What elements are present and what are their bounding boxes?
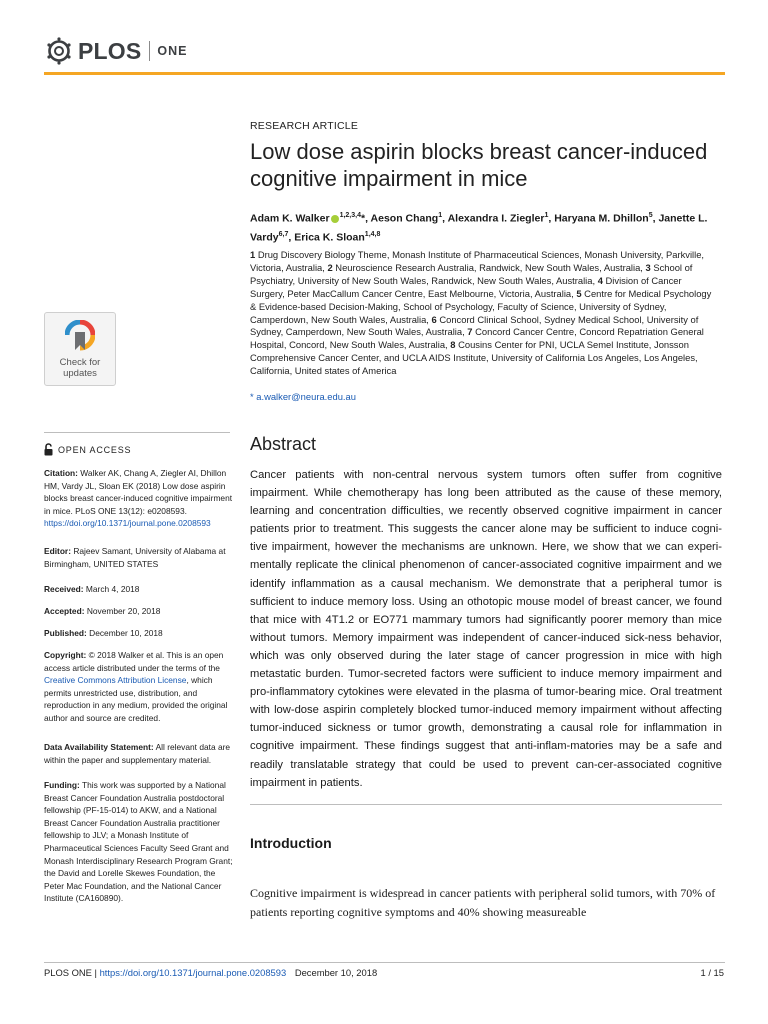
- copyright-label: Copyright:: [44, 650, 87, 660]
- published-label: Published:: [44, 628, 87, 638]
- abstract-body: Cancer patients with non-central nervous system tumors often suffer from cognitive impairment. While chemotherapy has long been attributed as the cause of these memory, learning and concentration difficulties, we recently observed cognitive impairment in cancer patients prior to treatment. This suggests the cancer alone may be sufficient to induce cogni-tive impairment, however the mechanisms are unknown. Here, we show that we can experi-mentally replicate the clinical phenomenon of cancer-associated cognitive impairment and we identify inflammation as a causal mechanism. We demonstrate that a peripheral tumor is sufficient to induce memory loss. Using an othotopic mouse model of breast cancer, we found that mice with 4T1.2 or EO771 mammary tumors had significantly poorer memory than mice without tumors. Memory impairment was independent of cancer-induced sick-ness behavior, which was only observed during the later stage of cancer progression in mice with high metastatic burden. Tumor-secreted factors were sufficient to induce memory impairment and pro-inflammatory cytokines were elevated in the plasma of tumor-bearing mice. Oral treatment with low-dose aspirin completely blocked tumor-induced memory impairment without affecting tumor-induced sickness or tumor growth, demonstrating a causal role for inflammation in cognitive impairment. These findings suggest that anti-inflam-matories may be a safe and readily translatable strategy that could be used to prevent can-cer-associated cognitive impairment in patients.: [250, 469, 722, 789]
- page-footer: [44, 967, 725, 978]
- accepted-label: Accepted:: [44, 606, 85, 616]
- data-availability-text: All relevant data are within the paper and supplementary material.: [44, 742, 231, 765]
- orcid-icon[interactable]: [331, 215, 339, 223]
- author-affiliation-sup: 1,4,8: [364, 231, 381, 238]
- author-name[interactable]: Erica K. Sloan: [294, 231, 365, 244]
- editor-text: Rajeev Samant, University of Alabama at Birmingham, UNITED STATES: [44, 546, 226, 569]
- introduction-body: Cognitive impairment is widespread in cancer patients with peripheral solid tumors, with 70% of patients reporting cognitive symptoms and 40% showing measureable: [250, 886, 716, 919]
- received-date: March 4, 2018: [85, 584, 140, 594]
- affiliation-number: 4: [597, 274, 603, 286]
- corresponding-asterisk: *: [360, 212, 366, 225]
- footer-journal: PLOS ONE |: [44, 967, 97, 978]
- footer-doi-link[interactable]: https://doi.org/10.1371/journal.pone.0208593: [99, 967, 287, 978]
- footer-rule: [44, 962, 725, 963]
- received-block: [44, 583, 234, 596]
- affiliation-number: 1: [250, 249, 256, 260]
- journal-brand: PLOS: [78, 37, 142, 64]
- author-affiliation-sup: 1,2,3,4: [339, 212, 361, 219]
- author-affiliation-sup: 1: [438, 212, 443, 219]
- citation-label: Citation:: [44, 468, 78, 478]
- editor-label: Editor:: [44, 546, 71, 556]
- check-for-updates-button[interactable]: [44, 312, 116, 386]
- bookmark-ribbon-icon: [65, 320, 95, 354]
- affiliation-text: Division of Cancer Surgery, Peter MacCallum Cancer Centre, East Melbourne, Victoria, Australia,: [250, 274, 682, 299]
- affiliation-number: 6: [431, 313, 437, 325]
- introduction-heading: Introduction: [250, 835, 332, 851]
- author-name[interactable]: Adam K. Walker: [250, 212, 330, 225]
- published-block: [44, 627, 234, 640]
- plos-logo-icon: [44, 36, 74, 66]
- received-label: Received:: [44, 584, 84, 594]
- article-title: Low dose aspirin blocks breast cancer-induced cognitive impairment in mice: [250, 139, 708, 191]
- author-affiliation-sup: 5: [648, 212, 653, 219]
- affiliation-text: Concord Clinical School, Sydney Medical School, University of Sydney, Camperdown, New South Wales, Australia,: [250, 313, 699, 338]
- data-availability-block: [44, 741, 234, 766]
- editor-block: [44, 545, 234, 570]
- affiliation-number: 5: [576, 287, 582, 299]
- article-type: RESEARCH ARTICLE: [250, 120, 359, 132]
- affiliation-number: 7: [467, 326, 473, 338]
- author-name[interactable]: Haryana M. Dhillon: [554, 212, 649, 225]
- author-name[interactable]: Janette L. Vardy: [250, 212, 708, 244]
- affiliation-text: Drug Discovery Biology Theme, Monash Institute of Pharmaceutical Sciences, Monash University, Parkville, Victoria, Australia,: [250, 249, 705, 273]
- citation-text: Walker AK, Chang A, Ziegler AI, Dhillon HM, Vardy JL, Sloan EK (2018) Low dose aspirin blocks breast cancer-induced cognitive impairment in mice. PLoS ONE 13(12): e0208593.: [44, 468, 233, 516]
- logo-divider: [149, 41, 150, 61]
- abstract-heading: Abstract: [250, 434, 317, 454]
- accepted-date: November 20, 2018: [86, 606, 161, 616]
- author-name[interactable]: Alexandra I. Ziegler: [447, 212, 545, 225]
- copyright-text: © 2018 Walker et al. This is an open access article distributed under the terms of the: [44, 650, 224, 673]
- copyright-text-cont: , which permits unrestricted use, distribution, and reproduction in any medium, provided the original author and source are credited.: [44, 675, 228, 723]
- affiliation-text: Cousins Center for PNI, UCLA Semel Institute, Jonsson Comprehensive Cancer Center, and UCLA AIDS Institute, University of California Los Angeles, Los Angeles, California, United states of America: [250, 339, 698, 377]
- citation-doi-link[interactable]: https://doi.org/10.1371/journal.pone.0208593: [44, 518, 211, 529]
- author-name[interactable]: Aeson Chang: [370, 212, 439, 225]
- header-rule: [44, 72, 725, 75]
- published-date: December 10, 2018: [89, 628, 163, 638]
- open-access-label: OPEN ACCESS: [58, 444, 132, 455]
- funding-text: This work was supported by a National Breast Cancer Foundation Australia postdoctoral fellowship (PF-15-014) to AKW, and a National Breast Cancer Foundation Australia practitioner fellowship to JLV; a Monash Institute of Pharmaceutical Sciences Faculty Seed Grant and Monash Interdisciplinary Research Program Grant; the David and Lorelle Skewes Foundation, the Peter Mac Foundation, and the National Cancer Institute (CA160890).: [44, 780, 233, 904]
- data-availability-label: Data Availability Statement:: [44, 742, 154, 752]
- author-affiliation-sup: 6,7: [278, 231, 289, 238]
- copyright-block: [44, 649, 234, 725]
- affiliation-text: Neuroscience Research Australia, Randwick, New South Wales, Australia,: [332, 261, 646, 273]
- sidebar-rule: [44, 432, 230, 433]
- license-link[interactable]: Creative Commons Attribution License: [44, 675, 187, 686]
- corresponding-email-link[interactable]: * a.walker@neura.edu.au: [250, 391, 356, 402]
- affiliation-number: 2: [327, 261, 333, 273]
- funding-label: Funding:: [44, 780, 80, 790]
- footer-date: December 10, 2018: [294, 967, 378, 978]
- journal-logo[interactable]: [44, 34, 188, 68]
- accepted-block: [44, 605, 234, 618]
- funding-block: [44, 779, 234, 905]
- affiliation-text: Centre for Medical Psychology & Evidence-based Decision-Making, School of Psychology, Faculty of Science, University of Sydney, Camperdown, New South Wales, Australia,: [250, 287, 712, 325]
- affiliation-number: 3: [645, 261, 651, 273]
- updates-label: updates: [63, 368, 97, 379]
- affiliation-text: School of Psychiatry, University of New South Wales, Randwick, New South Wales, Australia,: [250, 261, 693, 286]
- citation-block: [44, 467, 234, 530]
- journal-name: ONE: [157, 44, 188, 58]
- abstract-rule: [250, 804, 722, 805]
- affiliation-number: 8: [450, 339, 456, 351]
- check-for-label: Check for: [59, 357, 101, 368]
- open-lock-icon: [44, 443, 53, 456]
- affiliation-text: Concord Cancer Centre, Concord Repatriation General Hospital, Concord, New South Wales, Australia,: [250, 326, 704, 351]
- author-list: Adam K. Walker $^{1,2,3,4}$*, Aeson Chang$^1$, Alexandra I. Ziegler$^1$, Haryana M. Dhillon$^5$, Janette L. Vardy$^{6,7}$, Erica K. Sloan$^{1,4,8}$: [250, 212, 708, 244]
- affiliations: [250, 249, 718, 378]
- open-access-badge: [44, 443, 131, 456]
- page-number: 1 / 15: [700, 967, 724, 978]
- author-affiliation-sup: 1: [544, 212, 549, 219]
